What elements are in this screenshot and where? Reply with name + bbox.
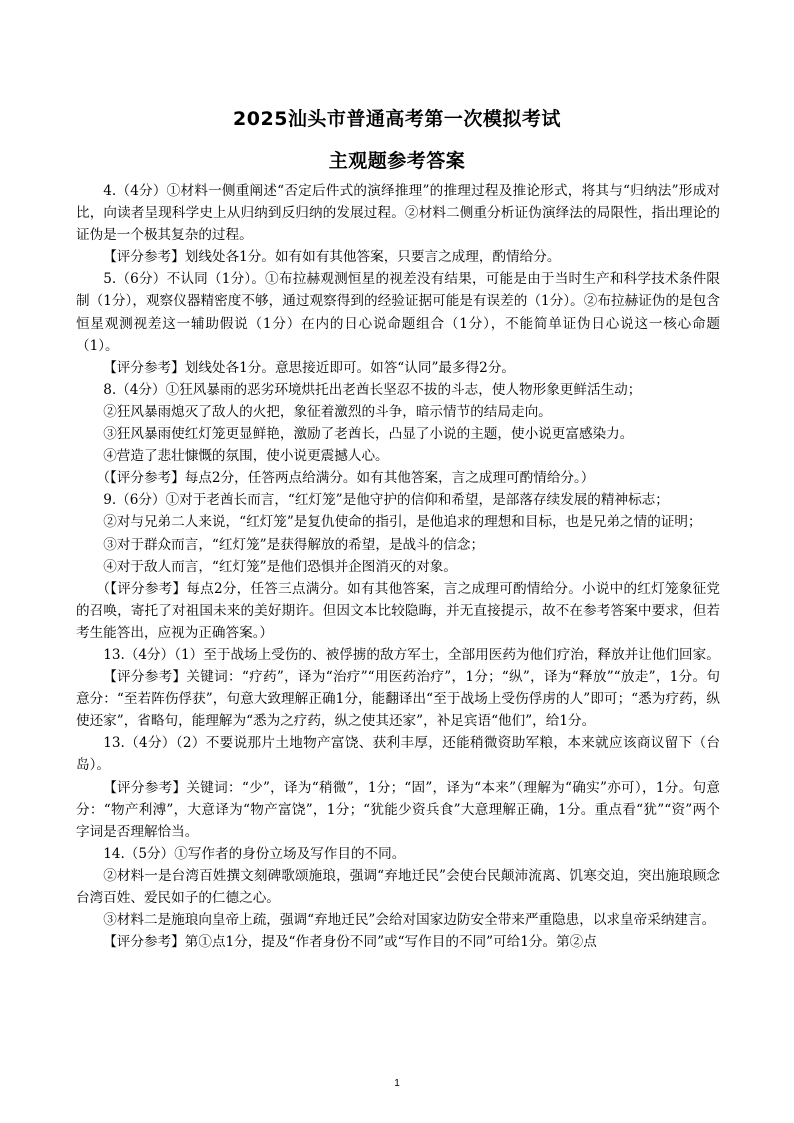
q5-answer: 5.（6分）不认同（1分）。①布拉赫观测恒星的视差没有结果，可能是由于当时生产和科学技术条件限制（1分），观察仪器精密度不够，通过观察得到的经验证据可能是有误差的（1分）。②布拉赫证伪的是包含恒星观测视差这一辅助假说（1分）在内的日心说命题组合（1分），不能简单证伪日心说这一核心命题（1）。 [76,271,720,354]
q5-scoring-note: 【评分参考】划线处各1分。意思接近即可。如答“认同”最多得2分。 [103,359,516,376]
q14-answer-point-3: ③材料二是施琅向皇帝上疏，强调“弃地迁民”会给对国家边防安全带来严重隐患，以求皇帝采纳建言。 [103,912,716,929]
page-number: 1 [394,1078,400,1089]
q13-2-answer: 13.（4分）（2）不要说那片土地物产富饶、获利丰厚，还能稍微资助军粮，本来就应该商议留下（台岛）。 [76,735,720,774]
q14-scoring-note: 【评分参考】第①点1分，提及“作者身份不同”或“写作目的不同”可给1分。第②点 [103,934,597,951]
q13-1-scoring-note: 【评分参考】关键词：“疗药”，译为“治疗”“用医药治疗”，1分；“纵”，译为“释放”“放走”，1分。句意分：“至若阵伤俘获”，句意大致理解正确1分，能翻译出“至于战场上受伤俘虏的人”即可；“悉为疗药，纵使还家”，省略句，能理解为“悉为之疗药，纵之使其还家”，补足宾语“他们”，给1分。 [76,669,720,730]
document-subtitle: 主观题参考答案 [328,150,466,172]
q14-answer-point-1: 14.（5分）①写作者的身份立场及写作目的不同。 [103,845,406,862]
q9-answer-point-1: 9.（6分）①对于老酋长而言，“红灯笼”是他守护的信仰和希望，是部落存续发展的精神标志； [103,492,669,509]
q8-answer-point-1: 8.（4分）①狂风暴雨的恶劣环境烘托出老酋长坚忍不拔的斗志，使人物形象更鲜活生动； [103,381,642,398]
q4-answer: 4.（4分）①材料一侧重阐述“否定后件式的演绎推理”的推理过程及推论形式，将其与“归纳法”形成对比，向读者呈现科学史上从归纳到反归纳的发展过程。②材料二侧重分析证伪演绎法的局限性，指出理论的证伪是一个极其复杂的过程。 [76,183,720,244]
document-title: 2025汕头市普通高考第一次模拟考试 [233,108,561,130]
q9-scoring-note: （【评分参考】每点2分，任答三点满分。如有其他答案，言之成理可酌情给分。小说中的红灯笼象征党的召唤，寄托了对祖国未来的美好期许。但因文本比较隐晦，并无直接提示，故不在参考答案中要求，但若考生能答出，应视为正确答案。） [76,580,720,641]
q8-answer-point-3: ③狂风暴雨使红灯笼更显鲜艳，激励了老酋长，凸显了小说的主题，使小说更富感染力。 [103,426,634,443]
answer-body [76,180,720,953]
q13-1-answer: 13.（4分）（1）至于战场上受伤的、被俘掳的敌方军士，全部用医药为他们疗治，释放并让他们回家。 [103,646,720,663]
q13-2-scoring-note: 【评分参考】关键词：“少”，译为“稍微”，1分；“固”，译为“本来”（理解为“确实”亦可），1分。句意分：“物产利溥”，大意译为“物产富饶”，1分；“犹能少资兵食”大意理解正确，1分。重点看“犹”“资”两个字词是否理解恰当。 [76,779,720,840]
q8-answer-point-2: ②狂风暴雨熄灭了敌人的火把，象征着激烈的斗争，暗示情节的结局走向。 [103,403,552,420]
q9-answer-point-4: ④对于敌人而言，“红灯笼”是他们恐惧并企图消灭的对象。 [103,558,457,575]
q8-scoring-note: （【评分参考】每点2分，任答两点给满分。如有其他答案，言之成理可酌情给分。） [96,470,595,487]
q8-answer-point-4: ④营造了悲壮慷慨的氛围，使小说更震撼人心。 [103,448,389,465]
q9-answer-point-3: ③对于群众而言，“红灯笼”是获得解放的希望，是战斗的信念； [103,536,485,553]
q14-answer-point-2: ②材料一是台湾百姓撰文刻碑歌颂施琅，强调“弃地迁民”会使台民颠沛流离、饥寒交迫，突出施琅顾念台湾百姓、爱民如子的仁德之心。 [76,867,720,906]
q9-answer-point-2: ②对与兄弟二人来说，“红灯笼”是复仇使命的指引，是他追求的理想和目标，也是兄弟之情的证明； [103,514,702,531]
q4-scoring-note: 【评分参考】划线处各1分。如有如有其他答案，只要言之成理，酌情给分。 [103,249,561,266]
